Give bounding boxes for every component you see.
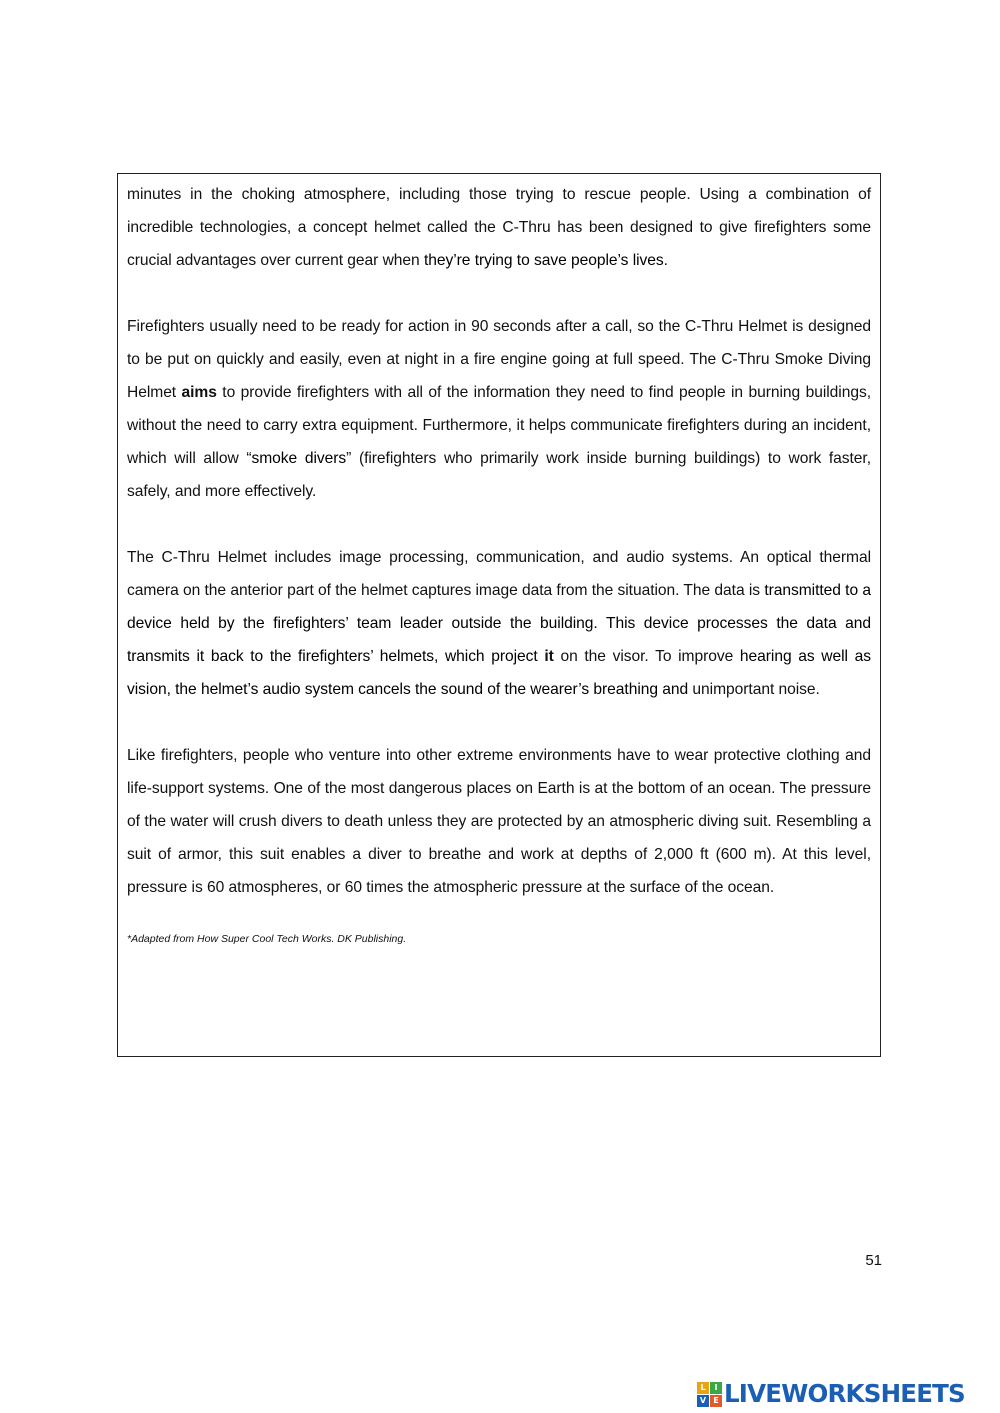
logo-tile-e: E <box>710 1395 722 1407</box>
paragraph-3-highlight-a: transmitted to a device held by the firefighters’ team leader outside the building. This device processes the data and transmits it back to the firefighters’ helmets, which project <box>127 582 871 665</box>
liveworksheets-logo-icon <box>697 1382 722 1407</box>
liveworksheets-logo <box>697 1378 965 1410</box>
paragraph-2-keyword-smoke-divers: smoke divers <box>251 450 347 467</box>
logo-tile-i: I <box>710 1382 722 1394</box>
source-citation: *Adapted from How Super Cool Tech Works. DK Publishing. <box>127 933 407 945</box>
paragraph-3-text-c: unimportant noise. <box>688 681 820 698</box>
logo-tile-l: L <box>697 1382 709 1394</box>
paragraph-3-highlight-b: hearing as well as vision, the helmet’s audio system cancels the sound of the wearer’s breathing and <box>127 648 871 698</box>
paragraph-2-text-a: Firefighters usually need to be ready for action in 90 seconds after a call, so the C-Thru Helmet is designed to be put on quickly and easily, even at night in a fire engine going at full speed. The C-Thru Smoke Diving Helmet <box>127 318 871 401</box>
paragraph-3-keyword-it: it <box>544 648 554 665</box>
paragraph-3 <box>127 541 871 706</box>
paragraph-3-text-b: on the visor. To improve <box>553 648 740 665</box>
paragraph-2-text-c: ” (firefighters who primarily work inside burning buildings) to work faster, safely, and more effectively. <box>127 450 871 500</box>
paragraph-4: Like firefighters, people who venture into other extreme environments have to wear protective clothing and life-support systems. One of the most dangerous places on Earth is at the bottom of an ocean. The pressure of the water will crush divers to death unless they are protected by an atmospheric diving suit. Resembling a suit of armor, this suit enables a diver to breathe and work at depths of 2,000 ft (600 m). At this level, pressure is 60 atmospheres, or 60 times the atmospheric pressure at the surface of the ocean. <box>127 747 871 896</box>
paragraph-1-text: minutes in the choking atmosphere, including those trying to rescue people. Using a combination of incredible technologies, a concept helmet called the C-Thru has been designed to give firefighters some crucial advantages over current gear when <box>127 186 871 269</box>
paragraph-1-end: . <box>663 252 668 269</box>
reading-text-box <box>117 173 881 1057</box>
logo-tile-v: V <box>697 1395 709 1407</box>
paragraph-2 <box>127 310 871 508</box>
paragraph-2-text-b: to provide firefighters with all of the information they need to find people in burning buildings, without the need to carry extra equipment. Furthermore, it helps communicate firefighters during an incident, which will allow “ <box>127 384 871 467</box>
paragraph-1 <box>127 178 871 277</box>
paragraph-1-highlight: they’re trying to save people’s lives <box>423 252 664 269</box>
paragraph-2-keyword-aims: aims <box>181 384 217 401</box>
paragraph-3-text-a: The C-Thru Helmet includes image processing, communication, and audio systems. An optical thermal camera on the anterior part of the helmet captures image data from the situation. The data is <box>127 549 871 599</box>
liveworksheets-logo-text: LIVEWORKSHEETS <box>724 1379 965 1408</box>
page-number: 51 <box>865 1252 882 1269</box>
